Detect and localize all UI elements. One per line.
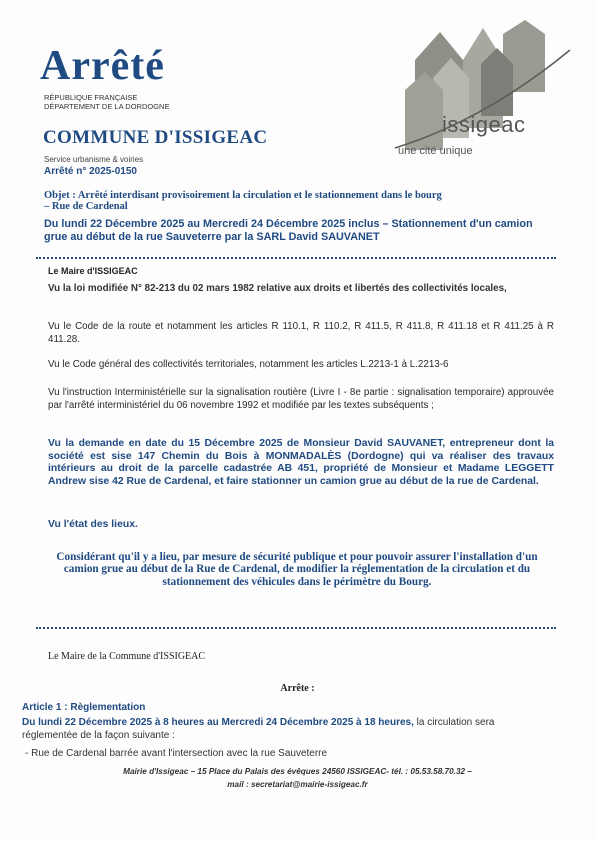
footer-mail: mail : secretariat@mairie-issigeac.fr [227,780,368,789]
arrete-heading: Arrête : [280,683,315,694]
footer-address: Mairie d'Issigeac – 15 Place du Palais des évêques 24560 ISSIGEAC- tél. : 05.53.58.70.32 – [123,767,472,776]
object-heading [44,190,550,212]
article-1-title: Article 1 : Règlementation [22,702,146,713]
paragraph-etat-lieux: Vu l'état des lieux. [48,519,138,530]
department-label: DÉPARTEMENT DE LA DORDOGNE [44,102,170,111]
paragraph-demande: Vu la demande en date du 15 Décembre 2025 de Monsieur David SAUVANET, entrepreneur dont la société est sise 147 Chemin du Bois à MONMADALÈS (Dordogne) qui va réaliser des travaux intérieurs au droit de la parcelle cadastrée AB 451, propriété de Monsieur et Madame LEGGETT Andrew sise 42 Rue de Cardenal, et faire stationner un camion grue au début de la rue de Cardenal. [48,438,554,487]
divider [36,257,556,259]
object-line-1: Objet : Arrêté interdisant provisoirement la circulation et le stationnement dans le bourg [44,190,442,201]
maire-heading: Le Maire d'ISSIGEAC [48,266,138,276]
article-1-bullet: - Rue de Cardenal barrée avant l'intersection avec la rue Sauveterre [25,748,328,759]
article-1-text [22,716,552,742]
object-line-2: – Rue de Cardenal [44,201,128,212]
arrete-number: Arrêté n° 2025-0150 [44,166,137,177]
maire-commune-label: Le Maire de la Commune d'ISSIGEAC [48,651,206,662]
footer [0,765,595,791]
town-roofs-logo-icon [385,20,575,160]
divider [36,627,556,629]
paragraph-code-route: Vu le Code de la route et notamment les articles R 110.1, R 110.2, R 411.5, R 411.8, R 411.18 et R 411.25 à R 411.28. [48,321,554,345]
logo-tagline: une cité unique [398,145,473,157]
document-title: Arrêté [40,43,165,89]
commune-heading: COMMUNE D'ISSIGEAC [43,127,268,148]
paragraph-code-collectivites: Vu le Code général des collectivités territoriales, notamment les articles L.2213-1 à L.2213-6 [48,359,449,370]
article-1-rest: la circulation sera réglementée de la façon suivante : [22,717,495,741]
paragraph-instruction: Vu l'instruction Interministérielle sur la signalisation routière (Livre I - 8e partie : signalisation temporaire) approuvée par l'arrêté interministériel du 06 novembre 1992 et modifiée par les textes subséquents ; [48,387,554,411]
article-1-dates: Du lundi 22 Décembre 2025 à 8 heures au Mercredi 24 Décembre 2025 à 18 heures, [22,717,414,728]
considerant-paragraph: Considérant qu'il y a lieu, par mesure de sécurité publique et pour pouvoir assurer l'installation d'un camion grue au début de la Rue de Cardenal, de modifier la réglementation de la circulation et du stationnement des véhicules dans le périmètre du Bourg. [56,551,538,588]
logo-name: issigeac [442,112,526,137]
paragraph-loi: Vu la loi modifiée N° 82-213 du 02 mars 1982 relative aux droits et libertés des collectivités locales, [48,283,507,294]
object-dates: Du lundi 22 Décembre 2025 au Mercredi 24 Décembre 2025 inclus – Stationnement d'un camion grue au début de la rue Sauveterre par la SARL David SAUVANET [44,218,533,243]
republic-label: RÉPUBLIQUE FRANÇAISE [44,93,138,102]
service-label: Service urbanisme & voiries [44,155,144,164]
republic-heading [44,93,169,111]
